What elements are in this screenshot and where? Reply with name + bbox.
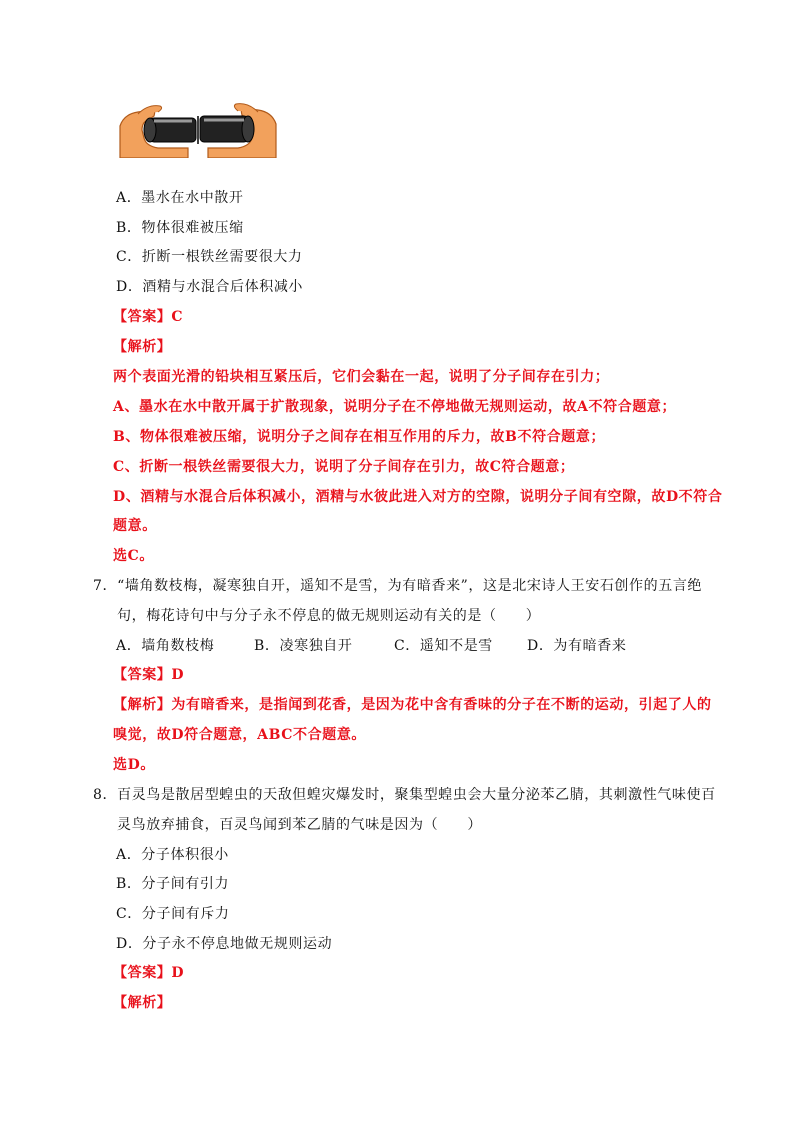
answer-label: 【答案】	[113, 667, 172, 683]
q7-stem-line: 7．“墙角数枝梅，凝寒独自开，遥知不是雪，为有暗香来”，这是北宋诗人王安石创作的五言绝	[93, 578, 703, 594]
answer-label: 【答案】	[113, 309, 172, 325]
q6-option-b: B．物体很难被压缩	[116, 220, 244, 236]
q7-answer	[113, 665, 184, 685]
answer-value: D	[171, 667, 185, 683]
q8-option-b: B．分子间有引力	[116, 876, 230, 892]
q8-stem-line: 8．百灵鸟是散居型蝗虫的天敌但蝗灾爆发时，聚集型蝗虫会大量分泌苯乙腈，其刺激性气味使百	[93, 787, 716, 803]
q8-analysis-label: 【解析】	[113, 995, 172, 1011]
q8-option-d: D．分子永不停息地做无规则运动	[116, 936, 333, 952]
q6-analysis-line: A、墨水在水中散开属于扩散现象，说明分子在不停地做无规则运动，故A不符合题意；	[113, 399, 677, 415]
q6-option-a: A．墨水在水中散开	[116, 190, 244, 206]
q7-choice-d: D．为有暗香来	[527, 638, 627, 654]
q8-option-c: C．分子间有斥力	[116, 906, 230, 922]
q6-answer	[113, 307, 183, 327]
answer-value: C	[171, 309, 184, 325]
q8-option-a: A．分子体积很小	[116, 847, 229, 863]
answer-value: D	[171, 965, 185, 981]
q7-choice-b: B．凌寒独自开	[254, 638, 353, 654]
q7-analysis-line: 嗅觉，故D符合题意，ABC不合题意。	[113, 727, 367, 743]
q6-option-c: C．折断一根铁丝需要很大力	[116, 249, 303, 265]
q7-choices	[116, 636, 626, 656]
q6-analysis-line: B、物体很难被压缩，说明分子之间存在相互作用的斥力，故B不符合题意；	[113, 429, 606, 445]
lead-blocks-illustration	[118, 96, 278, 158]
q7-choice-a: A．墙角数枝梅	[116, 638, 215, 654]
q6-analysis-line: 两个表面光滑的铅块相互紧压后，它们会黏在一起，说明了分子间存在引力；	[113, 369, 610, 385]
q8-stem-line: 灵鸟放弃捕食，百灵鸟闻到苯乙腈的气味是因为（ ）	[117, 817, 482, 833]
q7-analysis	[113, 695, 712, 715]
q7-analysis-line: 为有暗香来，是指闻到花香，是因为花中含有香味的分子在不断的运动，引起了人的	[171, 697, 712, 713]
q6-option-d: D．酒精与水混合后体积减小	[116, 279, 304, 295]
q6-analysis-line: 题意。	[113, 518, 157, 534]
q7-choice-c: C．遥知不是雪	[394, 638, 493, 654]
q7-conclusion: 选D。	[113, 757, 155, 773]
q6-analysis-label: 【解析】	[113, 339, 172, 355]
q6-conclusion: 选C。	[113, 548, 154, 564]
q6-analysis-line: C、折断一根铁丝需要很大力，说明了分子间存在引力，故C符合题意；	[113, 459, 575, 475]
analysis-label: 【解析】	[113, 697, 172, 713]
q7-stem-line: 句，梅花诗句中与分子永不停息的做无规则运动有关的是（ ）	[117, 608, 541, 624]
q8-answer	[113, 963, 184, 983]
q6-analysis-line: D、酒精与水混合后体积减小，酒精与水彼此进入对方的空隙，说明分子间有空隙，故D不符合	[113, 489, 723, 505]
answer-label: 【答案】	[113, 965, 172, 981]
